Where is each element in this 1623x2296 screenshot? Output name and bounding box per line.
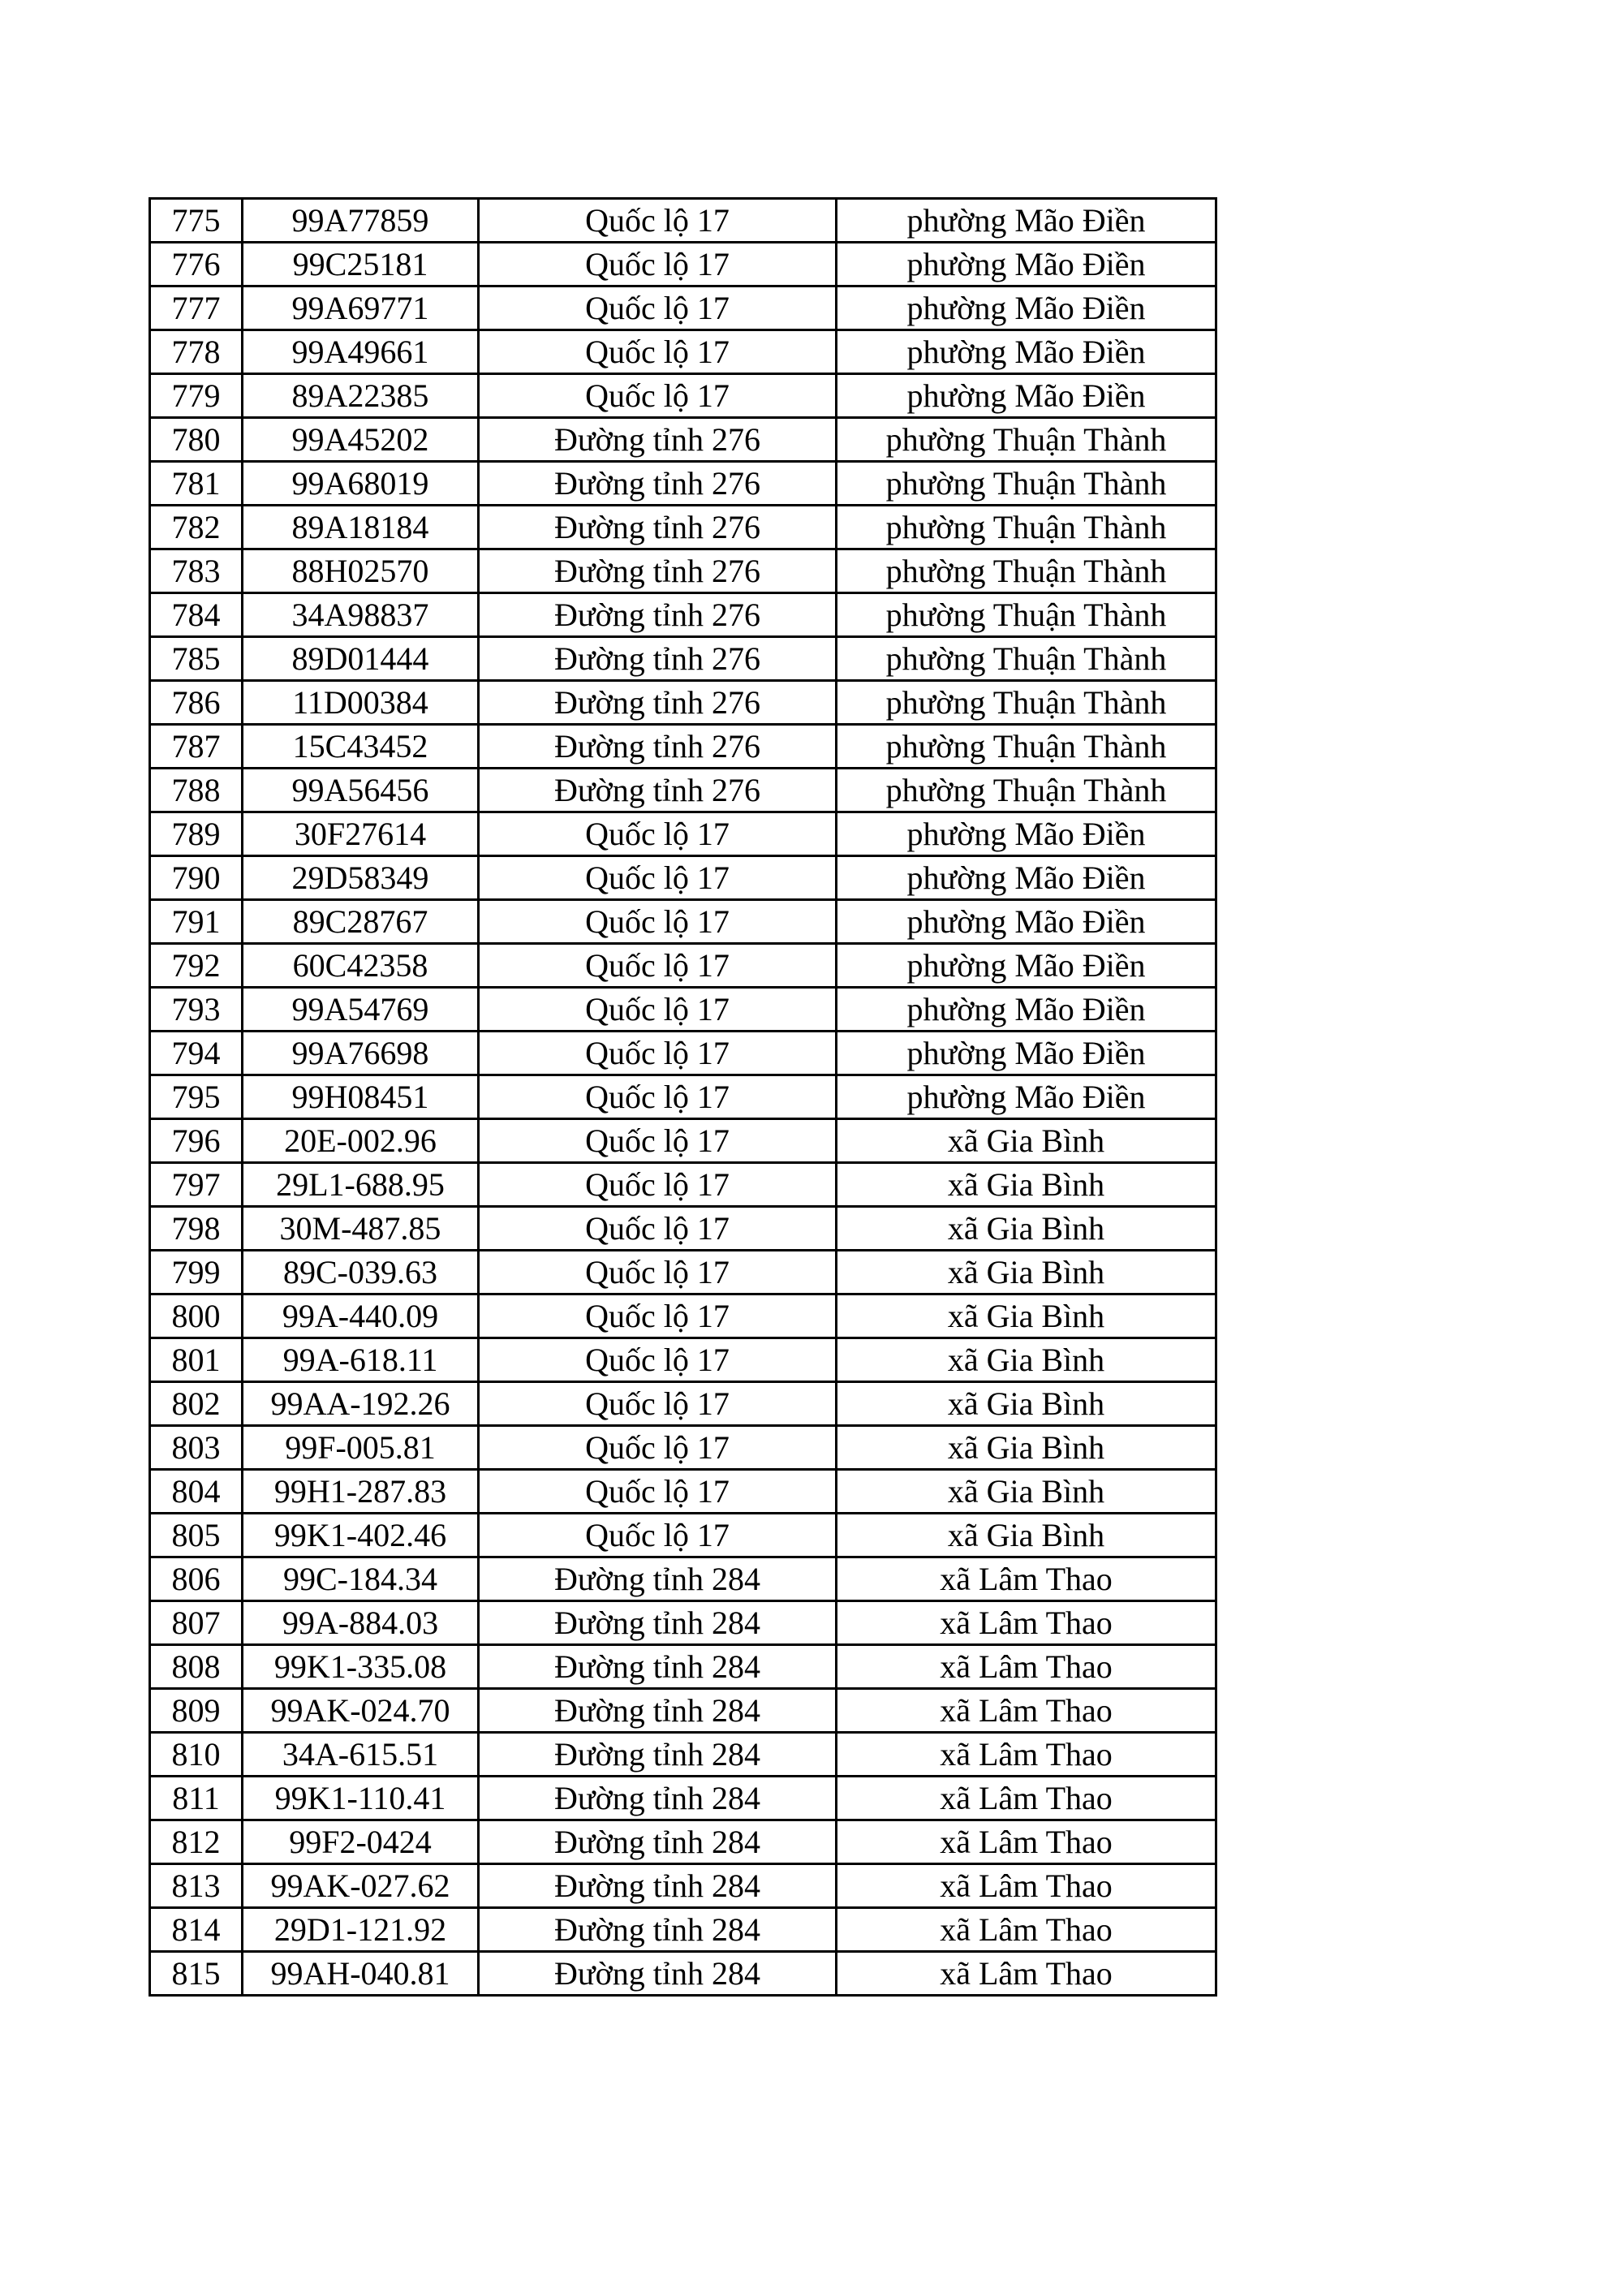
road-cell: Quốc lộ 17: [479, 199, 837, 243]
road-cell: Đường tỉnh 276: [479, 725, 837, 769]
license-plate-cell: 89D01444: [243, 637, 479, 681]
road-cell: Quốc lộ 17: [479, 1075, 837, 1119]
license-plate-cell: 99F2-0424: [243, 1820, 479, 1864]
road-cell: Đường tỉnh 284: [479, 1820, 837, 1864]
license-plate-cell: 99K1-110.41: [243, 1777, 479, 1820]
road-cell: Quốc lộ 17: [479, 1514, 837, 1557]
row-number-cell: 798: [150, 1207, 243, 1251]
row-number-cell: 785: [150, 637, 243, 681]
ward-commune-cell: xã Gia Bình: [837, 1251, 1216, 1294]
table-row: [150, 769, 1216, 812]
road-cell: Đường tỉnh 276: [479, 506, 837, 549]
road-cell: Quốc lộ 17: [479, 243, 837, 286]
license-plate-cell: 99A-440.09: [243, 1294, 479, 1338]
table-row: [150, 1075, 1216, 1119]
row-number-cell: 783: [150, 549, 243, 593]
row-number-cell: 775: [150, 199, 243, 243]
road-cell: Đường tỉnh 284: [479, 1864, 837, 1908]
license-plate-cell: 29D58349: [243, 856, 479, 900]
ward-commune-cell: xã Lâm Thao: [837, 1557, 1216, 1601]
road-cell: Quốc lộ 17: [479, 1470, 837, 1514]
row-number-cell: 810: [150, 1733, 243, 1777]
ward-commune-cell: xã Gia Bình: [837, 1294, 1216, 1338]
row-number-cell: 813: [150, 1864, 243, 1908]
ward-commune-cell: xã Lâm Thao: [837, 1908, 1216, 1952]
road-cell: Quốc lộ 17: [479, 1338, 837, 1382]
road-cell: Quốc lộ 17: [479, 944, 837, 988]
road-cell: Đường tỉnh 276: [479, 681, 837, 725]
license-plate-cell: 99A-618.11: [243, 1338, 479, 1382]
license-plate-cell: 99AK-027.62: [243, 1864, 479, 1908]
row-number-cell: 801: [150, 1338, 243, 1382]
license-plate-cell: 99AA-192.26: [243, 1382, 479, 1426]
license-plate-cell: 29L1-688.95: [243, 1163, 479, 1207]
ward-commune-cell: phường Thuận Thành: [837, 769, 1216, 812]
ward-commune-cell: xã Lâm Thao: [837, 1952, 1216, 1996]
road-cell: Quốc lộ 17: [479, 900, 837, 944]
ward-commune-cell: xã Gia Bình: [837, 1163, 1216, 1207]
row-number-cell: 776: [150, 243, 243, 286]
ward-commune-cell: phường Mão Điền: [837, 1075, 1216, 1119]
license-plate-cell: 99A-884.03: [243, 1601, 479, 1645]
road-cell: Quốc lộ 17: [479, 1382, 837, 1426]
row-number-cell: 781: [150, 462, 243, 506]
row-number-cell: 799: [150, 1251, 243, 1294]
row-number-cell: 791: [150, 900, 243, 944]
table-row: [150, 1820, 1216, 1864]
row-number-cell: 809: [150, 1689, 243, 1733]
table-row: [150, 462, 1216, 506]
road-cell: Đường tỉnh 276: [479, 549, 837, 593]
road-cell: Đường tỉnh 284: [479, 1601, 837, 1645]
license-plate-cell: 99K1-335.08: [243, 1645, 479, 1689]
ward-commune-cell: xã Lâm Thao: [837, 1733, 1216, 1777]
row-number-cell: 808: [150, 1645, 243, 1689]
ward-commune-cell: xã Lâm Thao: [837, 1820, 1216, 1864]
road-cell: Đường tỉnh 276: [479, 462, 837, 506]
row-number-cell: 806: [150, 1557, 243, 1601]
row-number-cell: 778: [150, 330, 243, 374]
row-number-cell: 796: [150, 1119, 243, 1163]
ward-commune-cell: phường Thuận Thành: [837, 418, 1216, 462]
table-row: [150, 1777, 1216, 1820]
row-number-cell: 795: [150, 1075, 243, 1119]
table-row: [150, 1382, 1216, 1426]
ward-commune-cell: phường Mão Điền: [837, 1032, 1216, 1075]
ward-commune-cell: phường Mão Điền: [837, 199, 1216, 243]
road-cell: Quốc lộ 17: [479, 856, 837, 900]
row-number-cell: 780: [150, 418, 243, 462]
row-number-cell: 811: [150, 1777, 243, 1820]
table-row: [150, 856, 1216, 900]
ward-commune-cell: xã Lâm Thao: [837, 1864, 1216, 1908]
road-cell: Quốc lộ 17: [479, 286, 837, 330]
table-row: [150, 944, 1216, 988]
road-cell: Quốc lộ 17: [479, 330, 837, 374]
ward-commune-cell: xã Gia Bình: [837, 1382, 1216, 1426]
license-plate-cell: 99AH-040.81: [243, 1952, 479, 1996]
license-plate-cell: 89A22385: [243, 374, 479, 418]
license-plate-cell: 89A18184: [243, 506, 479, 549]
license-plate-cell: 99A49661: [243, 330, 479, 374]
road-cell: Đường tỉnh 284: [479, 1557, 837, 1601]
table-row: [150, 1689, 1216, 1733]
table-row: [150, 1426, 1216, 1470]
license-plate-cell: 99C-184.34: [243, 1557, 479, 1601]
ward-commune-cell: phường Mão Điền: [837, 812, 1216, 856]
row-number-cell: 777: [150, 286, 243, 330]
ward-commune-cell: phường Thuận Thành: [837, 637, 1216, 681]
license-plate-cell: 15C43452: [243, 725, 479, 769]
license-plate-cell: 30M-487.85: [243, 1207, 479, 1251]
ward-commune-cell: xã Gia Bình: [837, 1426, 1216, 1470]
row-number-cell: 807: [150, 1601, 243, 1645]
row-number-cell: 794: [150, 1032, 243, 1075]
row-number-cell: 797: [150, 1163, 243, 1207]
table-row: [150, 1952, 1216, 1996]
road-cell: Quốc lộ 17: [479, 1163, 837, 1207]
road-cell: Quốc lộ 17: [479, 1032, 837, 1075]
license-plate-cell: 11D00384: [243, 681, 479, 725]
ward-commune-cell: phường Mão Điền: [837, 856, 1216, 900]
table-row: [150, 1864, 1216, 1908]
ward-commune-cell: phường Thuận Thành: [837, 593, 1216, 637]
table-row: [150, 1251, 1216, 1294]
table-row: [150, 637, 1216, 681]
row-number-cell: 805: [150, 1514, 243, 1557]
license-plate-cell: 20E-002.96: [243, 1119, 479, 1163]
ward-commune-cell: phường Mão Điền: [837, 330, 1216, 374]
road-cell: Đường tỉnh 276: [479, 637, 837, 681]
license-plate-cell: 99A76698: [243, 1032, 479, 1075]
road-cell: Quốc lộ 17: [479, 1207, 837, 1251]
ward-commune-cell: xã Gia Bình: [837, 1514, 1216, 1557]
row-number-cell: 793: [150, 988, 243, 1032]
ward-commune-cell: phường Mão Điền: [837, 900, 1216, 944]
row-number-cell: 802: [150, 1382, 243, 1426]
ward-commune-cell: phường Mão Điền: [837, 286, 1216, 330]
table-row: [150, 1338, 1216, 1382]
row-number-cell: 779: [150, 374, 243, 418]
table-row: [150, 812, 1216, 856]
table-row: [150, 1645, 1216, 1689]
row-number-cell: 790: [150, 856, 243, 900]
license-plate-cell: 99A56456: [243, 769, 479, 812]
ward-commune-cell: phường Mão Điền: [837, 374, 1216, 418]
ward-commune-cell: xã Gia Bình: [837, 1338, 1216, 1382]
license-plate-cell: 34A-615.51: [243, 1733, 479, 1777]
license-plate-cell: 99K1-402.46: [243, 1514, 479, 1557]
license-plate-cell: 99AK-024.70: [243, 1689, 479, 1733]
license-plate-cell: 30F27614: [243, 812, 479, 856]
road-cell: Quốc lộ 17: [479, 1251, 837, 1294]
table-row: [150, 1733, 1216, 1777]
row-number-cell: 812: [150, 1820, 243, 1864]
row-number-cell: 787: [150, 725, 243, 769]
table-row: [150, 549, 1216, 593]
ward-commune-cell: xã Gia Bình: [837, 1207, 1216, 1251]
road-cell: Đường tỉnh 284: [479, 1777, 837, 1820]
table-row: [150, 1294, 1216, 1338]
table-row: [150, 1207, 1216, 1251]
table-row: [150, 1514, 1216, 1557]
row-number-cell: 782: [150, 506, 243, 549]
table-row: [150, 593, 1216, 637]
road-cell: Đường tỉnh 284: [479, 1645, 837, 1689]
road-cell: Đường tỉnh 284: [479, 1733, 837, 1777]
ward-commune-cell: xã Gia Bình: [837, 1470, 1216, 1514]
table-row: [150, 681, 1216, 725]
vehicle-list-table: [149, 197, 1217, 1997]
ward-commune-cell: xã Lâm Thao: [837, 1645, 1216, 1689]
license-plate-cell: 89C28767: [243, 900, 479, 944]
table-row: [150, 1908, 1216, 1952]
row-number-cell: 800: [150, 1294, 243, 1338]
table-row: [150, 1032, 1216, 1075]
table-row: [150, 243, 1216, 286]
table-row: [150, 418, 1216, 462]
road-cell: Đường tỉnh 284: [479, 1689, 837, 1733]
road-cell: Quốc lộ 17: [479, 1294, 837, 1338]
table-row: [150, 506, 1216, 549]
license-plate-cell: 99C25181: [243, 243, 479, 286]
license-plate-cell: 99A69771: [243, 286, 479, 330]
ward-commune-cell: xã Lâm Thao: [837, 1777, 1216, 1820]
row-number-cell: 788: [150, 769, 243, 812]
row-number-cell: 789: [150, 812, 243, 856]
table-row: [150, 1601, 1216, 1645]
row-number-cell: 814: [150, 1908, 243, 1952]
table-row: [150, 286, 1216, 330]
table-row: [150, 988, 1216, 1032]
table-row: [150, 199, 1216, 243]
ward-commune-cell: phường Thuận Thành: [837, 506, 1216, 549]
row-number-cell: 815: [150, 1952, 243, 1996]
license-plate-cell: 99H08451: [243, 1075, 479, 1119]
license-plate-cell: 29D1-121.92: [243, 1908, 479, 1952]
row-number-cell: 784: [150, 593, 243, 637]
road-cell: Quốc lộ 17: [479, 374, 837, 418]
table-row: [150, 1119, 1216, 1163]
license-plate-cell: 99A68019: [243, 462, 479, 506]
row-number-cell: 804: [150, 1470, 243, 1514]
road-cell: Quốc lộ 17: [479, 812, 837, 856]
ward-commune-cell: xã Lâm Thao: [837, 1601, 1216, 1645]
license-plate-cell: 99A54769: [243, 988, 479, 1032]
row-number-cell: 786: [150, 681, 243, 725]
road-cell: Quốc lộ 17: [479, 1426, 837, 1470]
table-row: [150, 1163, 1216, 1207]
ward-commune-cell: phường Thuận Thành: [837, 725, 1216, 769]
table-body: [150, 199, 1216, 1996]
ward-commune-cell: phường Mão Điền: [837, 988, 1216, 1032]
road-cell: Đường tỉnh 276: [479, 769, 837, 812]
ward-commune-cell: xã Gia Bình: [837, 1119, 1216, 1163]
license-plate-cell: 99A45202: [243, 418, 479, 462]
table-row: [150, 374, 1216, 418]
table-row: [150, 1470, 1216, 1514]
road-cell: Đường tỉnh 276: [479, 418, 837, 462]
license-plate-cell: 99H1-287.83: [243, 1470, 479, 1514]
road-cell: Quốc lộ 17: [479, 1119, 837, 1163]
ward-commune-cell: phường Thuận Thành: [837, 549, 1216, 593]
road-cell: Đường tỉnh 284: [479, 1952, 837, 1996]
license-plate-cell: 99A77859: [243, 199, 479, 243]
row-number-cell: 792: [150, 944, 243, 988]
table-row: [150, 725, 1216, 769]
license-plate-cell: 88H02570: [243, 549, 479, 593]
road-cell: Đường tỉnh 276: [479, 593, 837, 637]
table-row: [150, 1557, 1216, 1601]
license-plate-cell: 99F-005.81: [243, 1426, 479, 1470]
road-cell: Đường tỉnh 284: [479, 1908, 837, 1952]
license-plate-cell: 89C-039.63: [243, 1251, 479, 1294]
row-number-cell: 803: [150, 1426, 243, 1470]
ward-commune-cell: phường Thuận Thành: [837, 462, 1216, 506]
ward-commune-cell: xã Lâm Thao: [837, 1689, 1216, 1733]
ward-commune-cell: phường Mão Điền: [837, 243, 1216, 286]
road-cell: Quốc lộ 17: [479, 988, 837, 1032]
ward-commune-cell: phường Thuận Thành: [837, 681, 1216, 725]
license-plate-cell: 34A98837: [243, 593, 479, 637]
table-row: [150, 330, 1216, 374]
table-row: [150, 900, 1216, 944]
ward-commune-cell: phường Mão Điền: [837, 944, 1216, 988]
license-plate-cell: 60C42358: [243, 944, 479, 988]
